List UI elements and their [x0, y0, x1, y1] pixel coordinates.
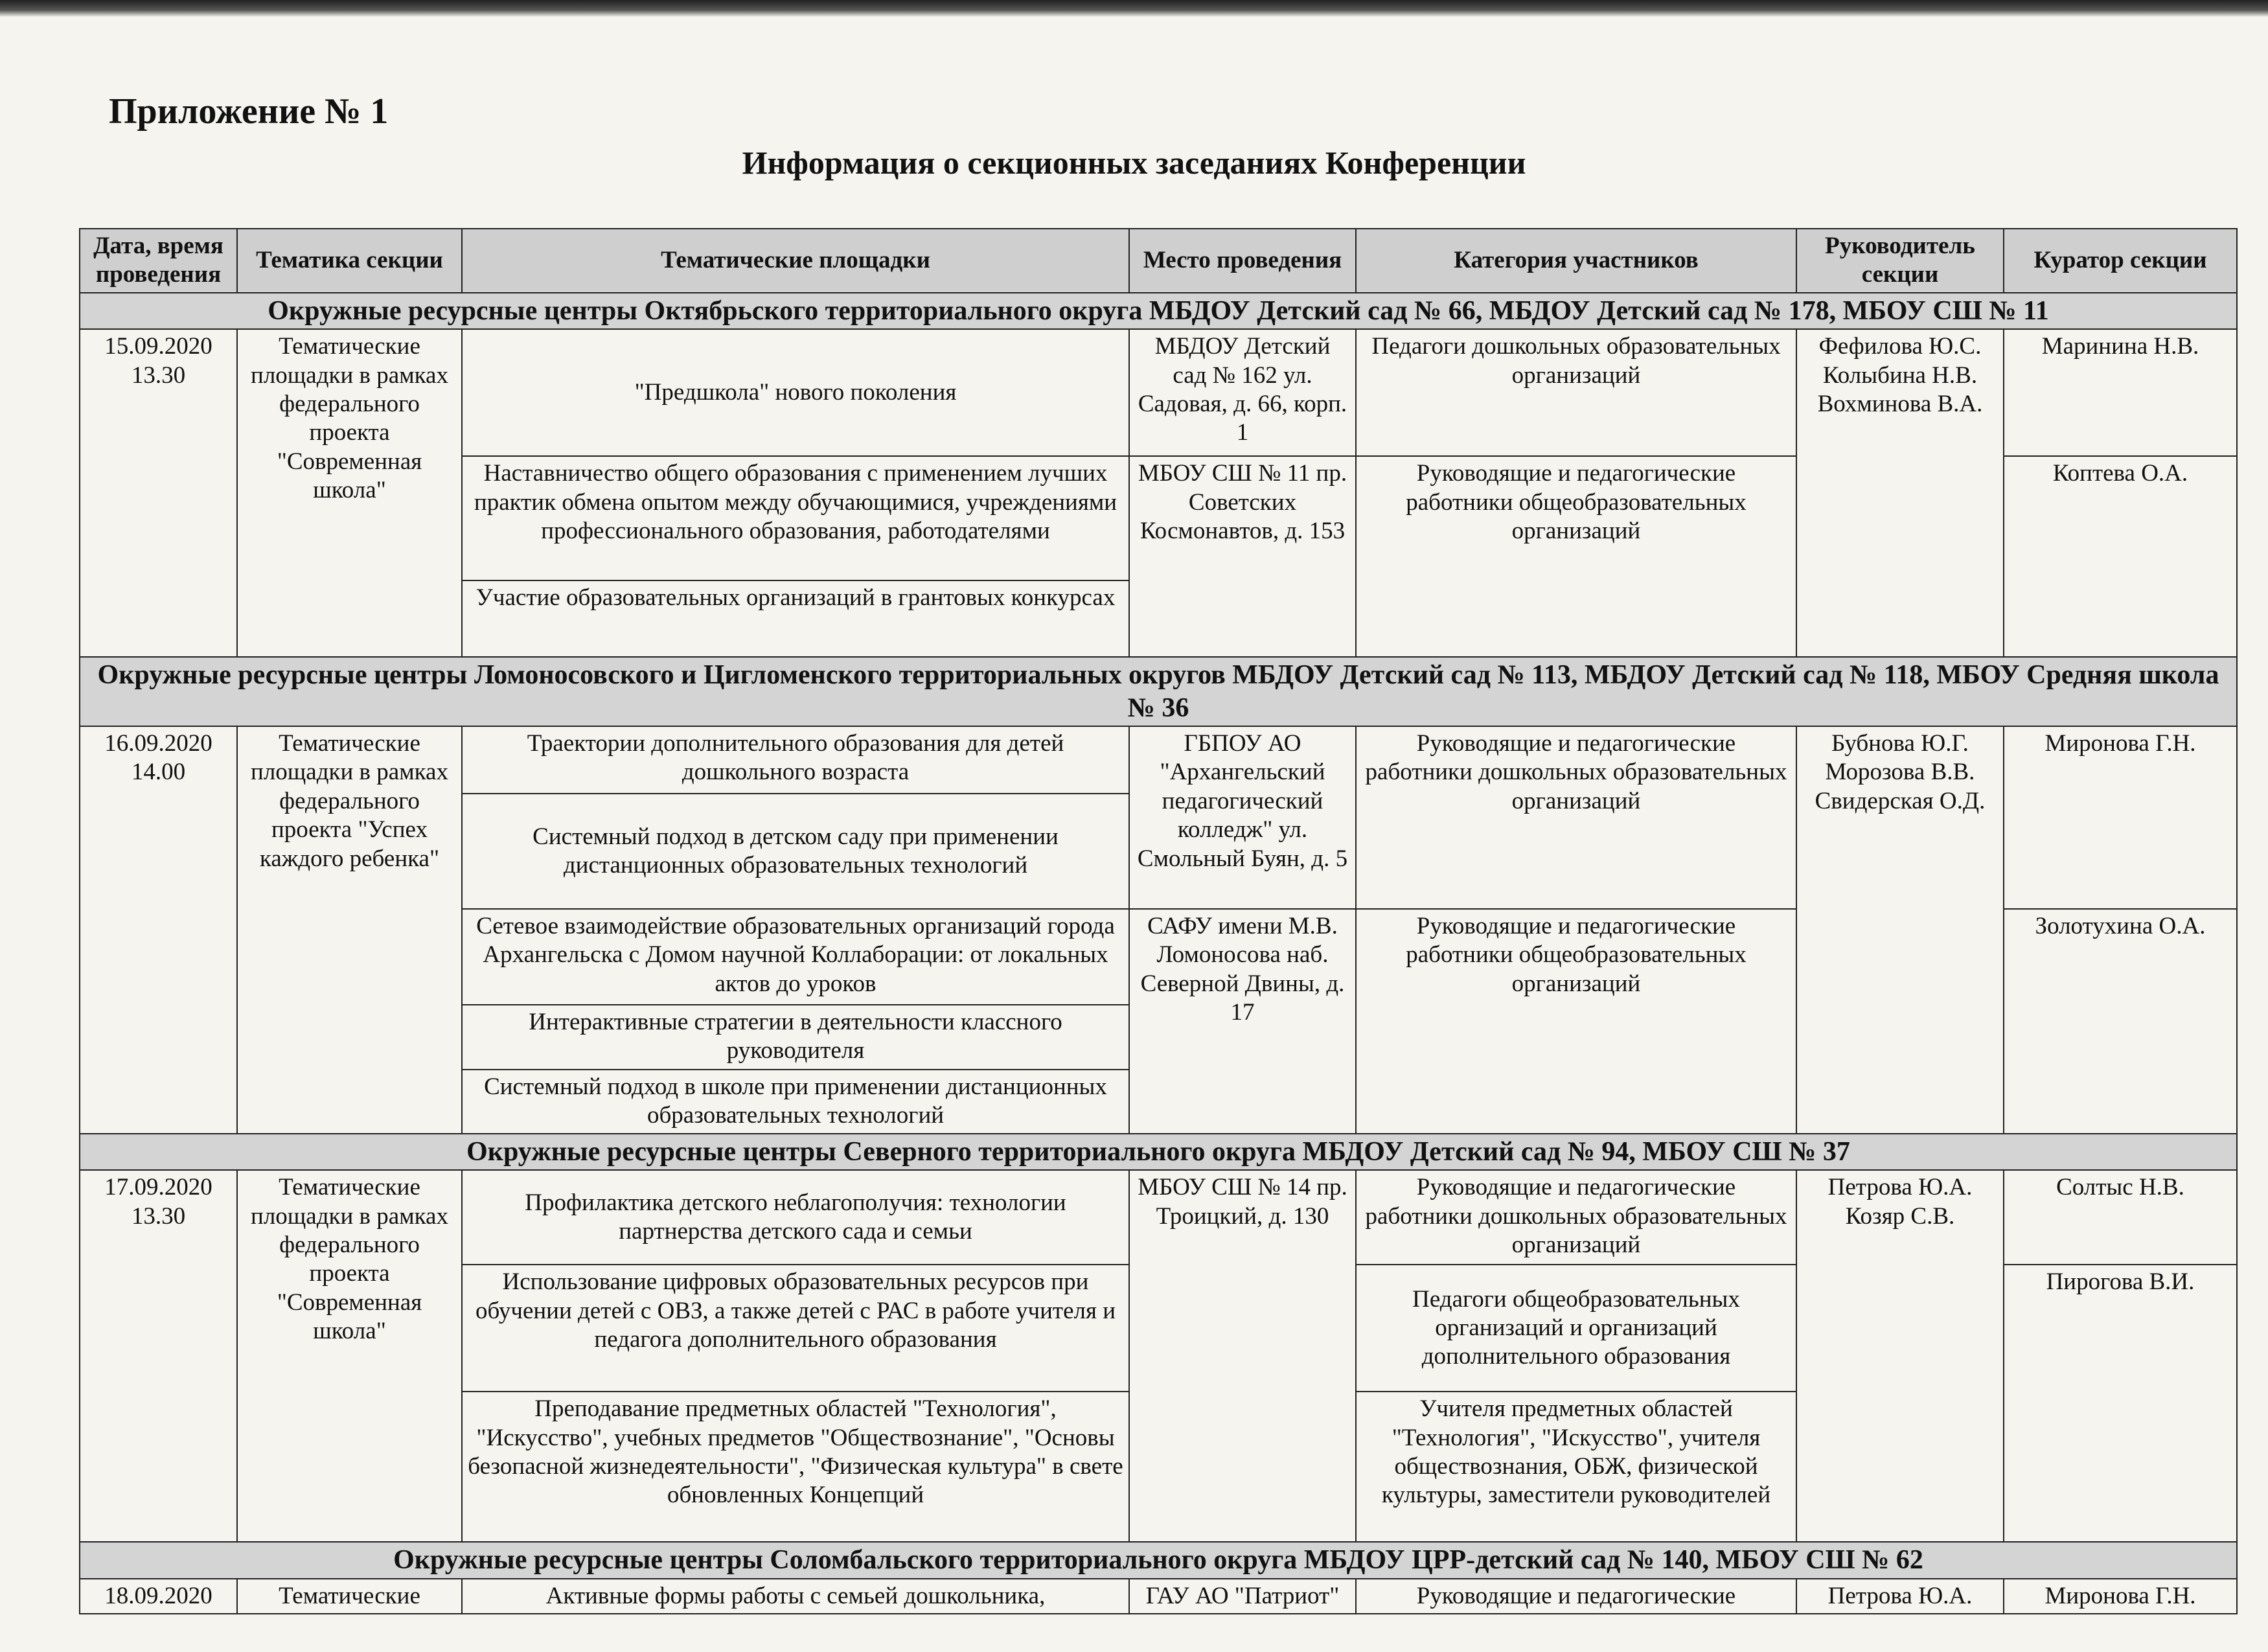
section-title: Окружные ресурсные центры Соломбальского территориального округа МБДОУ ЦРР-детский сад № 140, МБОУ СШ № 62: [80, 1542, 2237, 1578]
platform-cell: "Предшкола" нового поколения: [462, 329, 1129, 456]
curator-cell: Солтыс Н.В.: [2004, 1170, 2237, 1265]
platform-cell: Профилактика детского неблагополучия: технологии партнерства детского сада и семьи: [462, 1170, 1129, 1265]
venue-cell: МБОУ СШ № 14 пр. Троицкий, д. 130: [1129, 1170, 1356, 1542]
header-topic: Тематика секции: [237, 229, 462, 293]
curator-cell: Золотухина О.А.: [2004, 909, 2237, 1134]
participants-cell: Руководящие и педагогические работники общеобразовательных организаций: [1356, 909, 1796, 1134]
header-platforms: Тематические площадки: [462, 229, 1129, 293]
curator-cell: Коптева О.А.: [2004, 456, 2237, 657]
section-title: Окружные ресурсные центры Ломоносовского и Цигломенского территориальных округов МБДОУ Детский сад № 113, МБДОУ Детский сад № 118, МБОУ Средняя школа № 36: [80, 657, 2237, 726]
venue-cell: МБОУ СШ № 11 пр. Советских Космонавтов, д. 153: [1129, 456, 1356, 657]
header-date: Дата, время проведения: [80, 229, 237, 293]
date-cell: 16.09.2020 14.00: [80, 726, 237, 1134]
participants-cell: Руководящие и педагогические работники общеобразовательных организаций: [1356, 456, 1796, 657]
table-row: [80, 1579, 2237, 1614]
header-curator: Куратор секции: [2004, 229, 2237, 293]
table-row: [80, 1170, 2237, 1265]
curator-cell: Пирогова В.И.: [2004, 1265, 2237, 1542]
venue-cell: ГАУ АО "Патриот": [1129, 1579, 1356, 1614]
date-cell: 15.09.2020 13.30: [80, 329, 237, 657]
sessions-table: [79, 228, 2238, 1614]
topic-cell: Тематические площадки в рамках федерального проекта "Современная школа": [237, 329, 462, 657]
participants-cell: Педагоги общеобразовательных организаций и организаций дополнительного образования: [1356, 1265, 1796, 1392]
platform-cell: Наставничество общего образования с применением лучших практик обмена опытом между обучающимися, учреждениями профессионального образования, работодателями: [462, 456, 1129, 580]
participants-cell: Руководящие и педагогические: [1356, 1579, 1796, 1614]
section-title-row: [80, 657, 2237, 726]
heads-cell: Петрова Ю.А. Козяр С.В.: [1796, 1170, 2004, 1542]
section-title-row: [80, 1134, 2237, 1170]
platform-cell: Преподавание предметных областей "Технология", "Искусство", учебных предметов "Обществознание", "Основы безопасной жизнедеятельности", "Физическая культура" в свете обновленных Концепций: [462, 1392, 1129, 1542]
curator-cell: Маринина Н.В.: [2004, 329, 2237, 456]
platform-cell: Системный подход в школе при применении дистанционных образовательных технологий: [462, 1070, 1129, 1134]
venue-cell: МБДОУ Детский сад № 162 ул. Садовая, д. 66, корп. 1: [1129, 329, 1356, 456]
header-participants: Категория участников: [1356, 229, 1796, 293]
curator-cell: Миронова Г.Н.: [2004, 726, 2237, 909]
heads-cell: Петрова Ю.А.: [1796, 1579, 2004, 1614]
document-title: Информация о секционных заседаниях Конференции: [742, 144, 1526, 181]
platform-cell: Траектории дополнительного образования для детей дошкольного возраста: [462, 726, 1129, 794]
participants-cell: Руководящие и педагогические работники дошкольных образовательных организаций: [1356, 726, 1796, 909]
header-row: [80, 229, 2237, 293]
table-row: [80, 329, 2237, 456]
platform-cell: Сетевое взаимодействие образовательных организаций города Архангельска с Домом научной Коллаборации: от локальных актов до уроков: [462, 909, 1129, 1005]
date-cell: 17.09.2020 13.30: [80, 1170, 237, 1542]
section-title-row: [80, 293, 2237, 329]
heads-cell: Фефилова Ю.С. Колыбина Н.В. Вохминова В.А.: [1796, 329, 2004, 657]
appendix-label: Приложение № 1: [109, 91, 389, 132]
heads-cell: Бубнова Ю.Г. Морозова В.В. Свидерская О.Д.: [1796, 726, 2004, 1134]
section-title-row: [80, 1542, 2237, 1578]
venue-cell: САФУ имени М.В. Ломоносова наб. Северной Двины, д. 17: [1129, 909, 1356, 1134]
participants-cell: Педагоги дошкольных образовательных организаций: [1356, 329, 1796, 456]
topic-cell: Тематические площадки в рамках федерального проекта "Современная школа": [237, 1170, 462, 1542]
participants-cell: Учителя предметных областей "Технология", "Искусство", учителя обществознания, ОБЖ, физической культуры, заместители руководителей: [1356, 1392, 1796, 1542]
venue-cell: ГБПОУ АО "Архангельский педагогический колледж" ул. Смольный Буян, д. 5: [1129, 726, 1356, 909]
header-venue: Место проведения: [1129, 229, 1356, 293]
scan-edge: [0, 0, 2268, 17]
header-heads: Руководитель секции: [1796, 229, 2004, 293]
curator-cell: Миронова Г.Н.: [2004, 1579, 2237, 1614]
platform-cell: Использование цифровых образовательных ресурсов при обучении детей с ОВЗ, а также детей с РАС в работе учителя и педагога дополнительного образования: [462, 1265, 1129, 1392]
topic-cell: Тематические площадки в рамках федерального проекта "Успех каждого ребенка": [237, 726, 462, 1134]
topic-cell: Тематические: [237, 1579, 462, 1614]
date-cell: 18.09.2020: [80, 1579, 237, 1614]
table-row: [80, 726, 2237, 794]
participants-cell: Руководящие и педагогические работники дошкольных образовательных организаций: [1356, 1170, 1796, 1265]
section-title: Окружные ресурсные центры Северного территориального округа МБДОУ Детский сад № 94, МБОУ СШ № 37: [80, 1134, 2237, 1170]
platform-cell: Интерактивные стратегии в деятельности классного руководителя: [462, 1005, 1129, 1070]
section-title: Окружные ресурсные центры Октябрьского территориального округа МБДОУ Детский сад № 66, МБДОУ Детский сад № 178, МБОУ СШ № 11: [80, 293, 2237, 329]
platform-cell: Участие образовательных организаций в грантовых конкурсах: [462, 580, 1129, 657]
platform-cell: Активные формы работы с семьей дошкольника,: [462, 1579, 1129, 1614]
platform-cell: Системный подход в детском саду при применении дистанционных образовательных технологий: [462, 794, 1129, 909]
